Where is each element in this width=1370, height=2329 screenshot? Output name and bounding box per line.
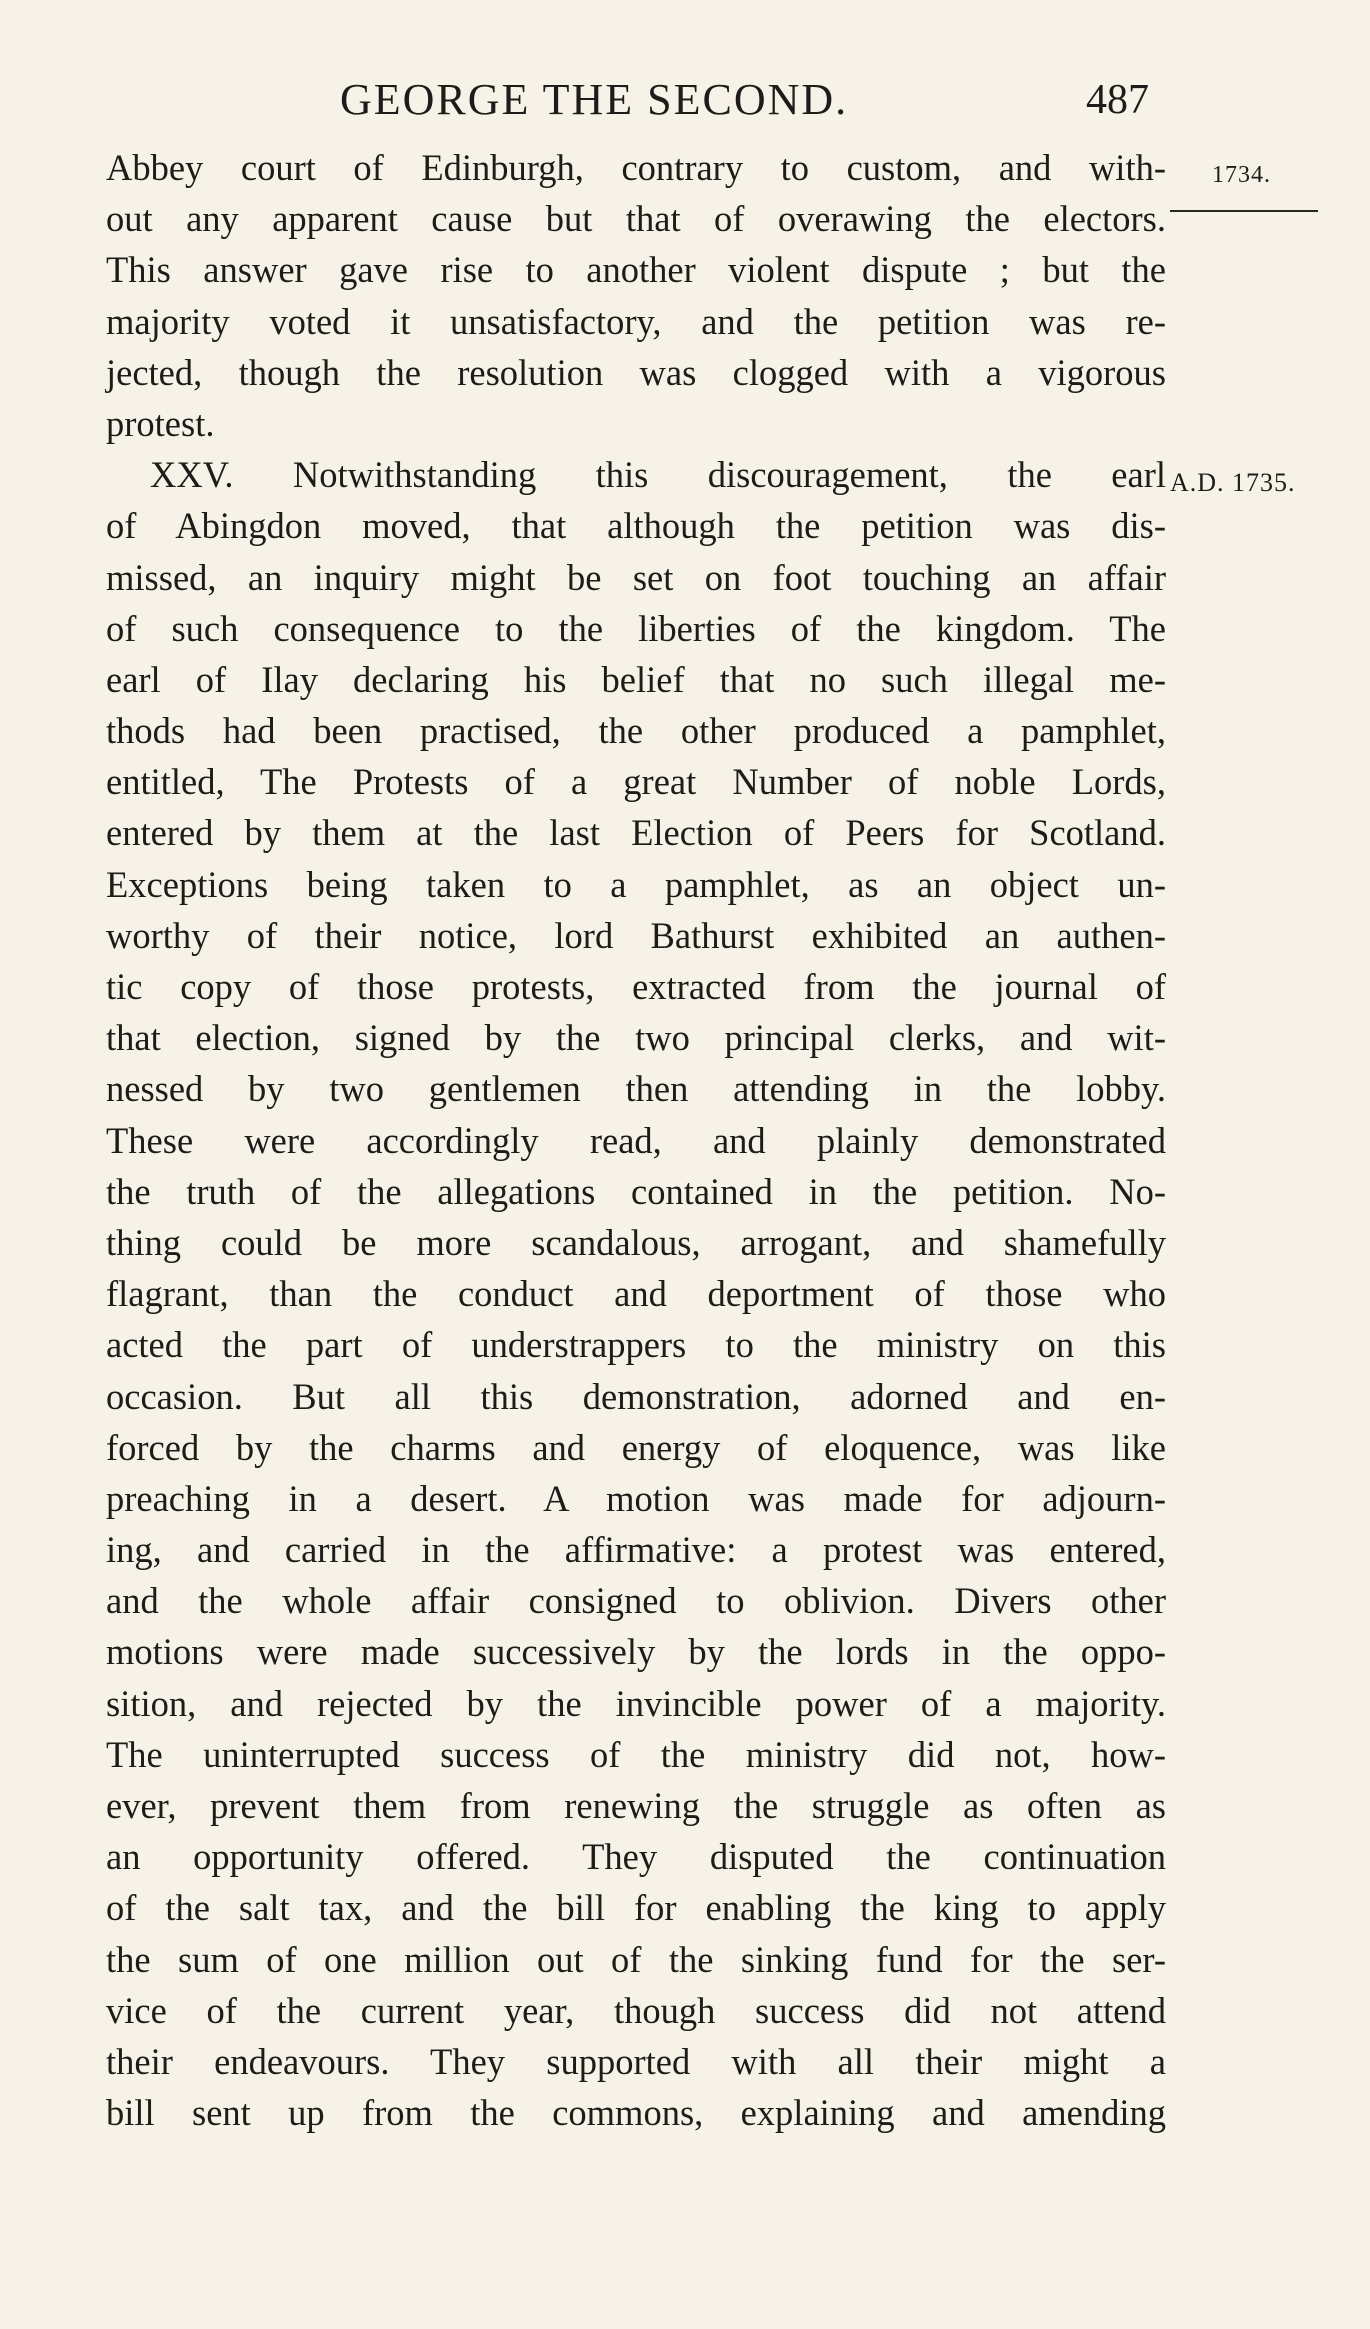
- margin-note-year-1735: A.D. 1735.: [1170, 468, 1296, 497]
- text-line: XXV. Notwithstanding this discouragement, the earl: [150, 454, 1166, 496]
- text-line: out any apparent cause but that of overawing the electors.: [106, 198, 1166, 240]
- text-line: of the salt tax, and the bill for enabling the king to apply: [106, 1887, 1166, 1929]
- text-line: jected, though the resolution was clogged with a vigorous: [106, 351, 1166, 393]
- text-line: These were accordingly read, and plainly demonstrated: [106, 1119, 1166, 1161]
- text-line: entitled, The Protests of a great Number of noble Lords,: [106, 761, 1166, 803]
- text-line: of Abingdon moved, that although the petition was dis-: [106, 505, 1166, 547]
- text-line: motions were made successively by the lords in the oppo-: [106, 1631, 1166, 1673]
- body-text: [106, 142, 1166, 2138]
- text-line: bill sent up from the commons, explaining and amending: [106, 2092, 1166, 2134]
- text-line: ing, and carried in the affirmative: a protest was entered,: [106, 1529, 1166, 1571]
- text-line: missed, an inquiry might be set on foot touching an affair: [106, 556, 1166, 598]
- text-line: earl of Ilay declaring his belief that no such illegal me-: [106, 658, 1166, 700]
- text-line: acted the part of understrappers to the ministry on this: [106, 1324, 1166, 1366]
- margin-note-year-1734: 1734.: [1212, 162, 1271, 188]
- text-line: The uninterrupted success of the ministry did not, how-: [106, 1733, 1166, 1775]
- text-line: thing could be more scandalous, arrogant, and shamefully: [106, 1221, 1166, 1263]
- running-title: GEORGE THE SECOND.: [340, 75, 849, 124]
- margin-rule: [1170, 210, 1318, 212]
- text-line: vice of the current year, though success did not attend: [106, 1989, 1166, 2031]
- text-line: the sum of one million out of the sinking fund for the ser-: [106, 1938, 1166, 1980]
- running-head: [0, 70, 1370, 130]
- text-line: of such consequence to the liberties of the kingdom. The: [106, 607, 1166, 649]
- text-line: thods had been practised, the other produced a pamphlet,: [106, 710, 1166, 752]
- text-line: nessed by two gentlemen then attending in the lobby.: [106, 1068, 1166, 1110]
- text-line: an opportunity offered. They disputed the continuation: [106, 1836, 1166, 1878]
- text-line: occasion. But all this demonstration, adorned and en-: [106, 1375, 1166, 1417]
- text-line: their endeavours. They supported with all their might a: [106, 2040, 1166, 2082]
- text-line: forced by the charms and energy of eloquence, was like: [106, 1426, 1166, 1468]
- text-line: sition, and rejected by the invincible power of a majority.: [106, 1682, 1166, 1724]
- text-line: protest.: [106, 402, 215, 444]
- text-line: This answer gave rise to another violent dispute ; but the: [106, 249, 1166, 291]
- text-line: and the whole affair consigned to oblivion. Divers other: [106, 1580, 1166, 1622]
- text-line: the truth of the allegations contained in the petition. No-: [106, 1170, 1166, 1212]
- text-line: that election, signed by the two principal clerks, and wit-: [106, 1017, 1166, 1059]
- text-line: tic copy of those protests, extracted from the journal of: [106, 966, 1166, 1007]
- text-line: Exceptions being taken to a pamphlet, as an object un-: [106, 863, 1166, 905]
- text-line: majority voted it unsatisfactory, and the petition was re-: [106, 300, 1166, 342]
- text-line: ever, prevent them from renewing the struggle as often as: [106, 1785, 1166, 1826]
- text-line: worthy of their notice, lord Bathurst exhibited an authen-: [106, 914, 1166, 956]
- text-line: Abbey court of Edinburgh, contrary to custom, and with-: [106, 147, 1166, 188]
- text-line: preaching in a desert. A motion was made for adjourn-: [106, 1477, 1166, 1519]
- text-line: flagrant, than the conduct and deportment of those who: [106, 1273, 1166, 1315]
- page-number: 487: [1086, 77, 1149, 123]
- text-line: entered by them at the last Election of Peers for Scotland.: [106, 812, 1166, 854]
